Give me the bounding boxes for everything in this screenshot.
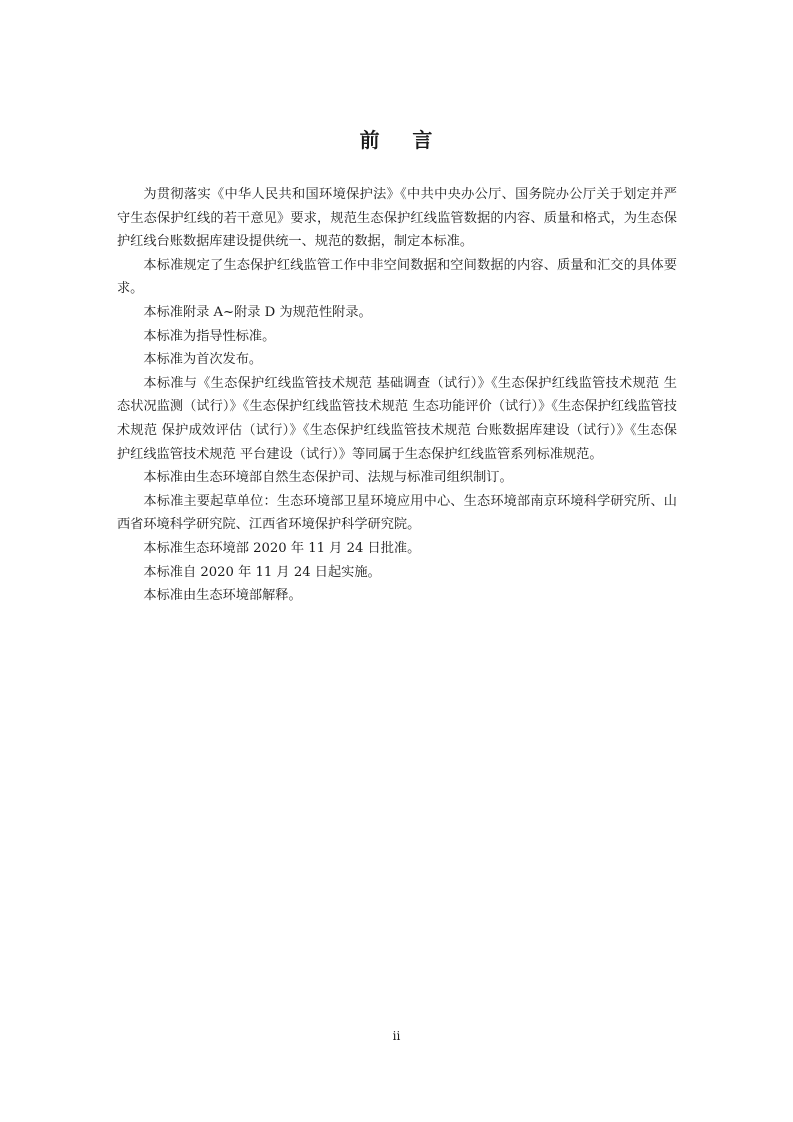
page-number: ii [392,1029,401,1043]
paragraph-guidance: 本标准为指导性标准。 [143,328,276,344]
paragraph-scope: 本标准规定了生态保护红线监管工作中非空间数据和空间数据的内容、质量和汇交的具体要求。 [117,257,677,297]
paragraph-appendix: 本标准附录 A~附录 D 为规范性附录。 [143,304,372,320]
paragraph-first-release: 本标准为首次发布。 [143,352,263,368]
paragraph-organizer: 本标准由生态环境部自然生态保护司、法规与标准司组织制订。 [143,470,513,486]
paragraph-series: 本标准与《生态保护红线监管技术规范 基础调查（试行）》《生态保护红线监管技术规范 生态状况监测（试行）》《生态保护红线监管技术规范 生态功能评价（试行）》《生态保护红线监管技术规范 保护成效评估（试行）》《生态保护红线监管技术规范 台账数据库建设（试行）》《生态保护红线监管技术规范 平台建设（试行）》等同属于生态保护红线监管系列标准规范。 [117,375,677,462]
page-title: 前 言 [359,128,434,152]
paragraph-effective: 本标准自 2020 年 11 月 24 日起实施。 [143,564,381,580]
paragraph-purpose: 为贯彻落实《中华人民共和国环境保护法》《中共中央办公厅、国务院办公厅关于划定并严守生态保护红线的若干意见》要求，规范生态保护红线监管数据的内容、质量和格式，为生态保护红线台账数据库建设提供统一、规范的数据，制定本标准。 [117,187,677,250]
paragraph-approval: 本标准生态环境部 2020 年 11 月 24 日批准。 [143,540,421,556]
paragraph-drafters: 本标准主要起草单位：生态环境部卫星环境应用中心、生态环境部南京环境科学研究所、山西省环境科学研究院、江西省环境保护科学研究院。 [117,493,677,533]
preface-body [117,183,677,608]
paragraph-interpretation: 本标准由生态环境部解释。 [143,588,302,604]
